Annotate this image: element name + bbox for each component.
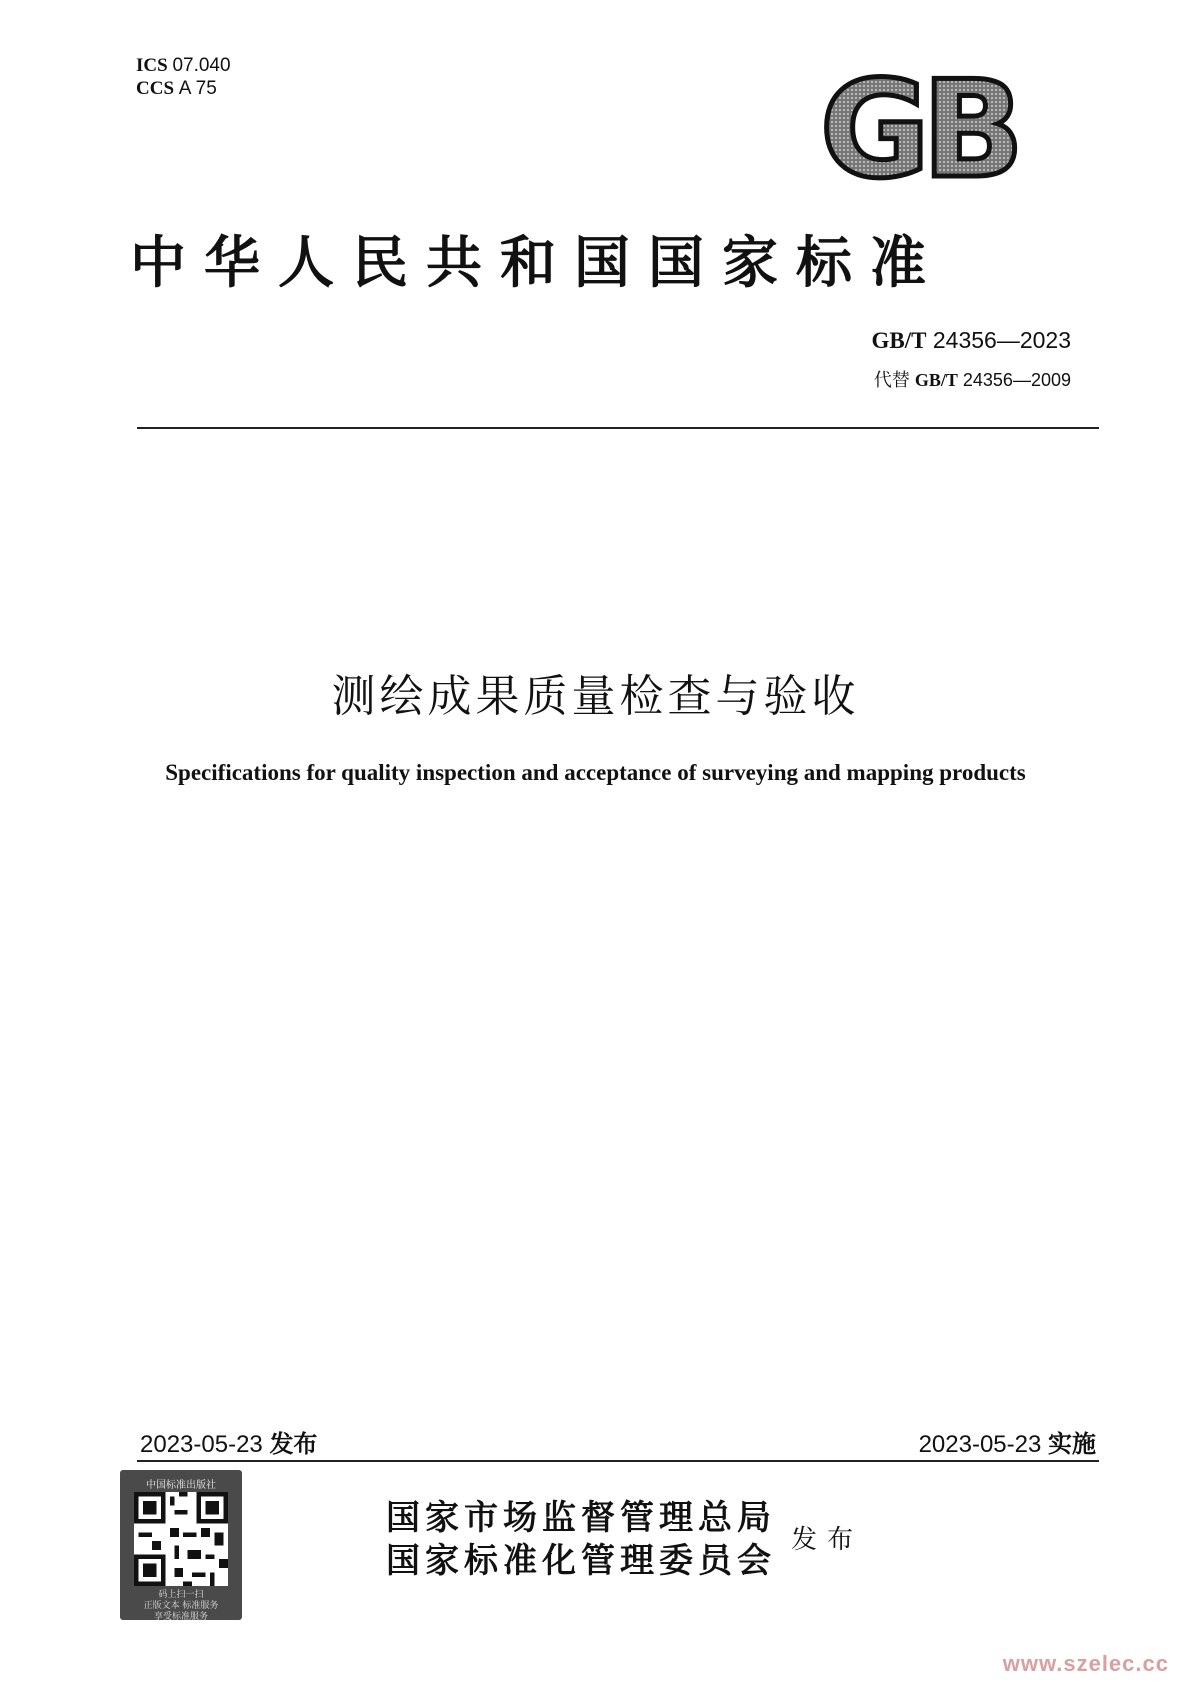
ics-line: ICS 07.040 <box>136 55 231 76</box>
qr-publisher: 中国标准出版社 <box>146 1480 216 1491</box>
standard-number: GB/T 24356—2023 <box>871 327 1071 353</box>
classification-codes <box>136 54 231 100</box>
watermark: www.szelec.cc <box>1002 1651 1169 1676</box>
national-standard-title: 中华人民共和国国家标准 <box>130 230 944 296</box>
gb-logo-graphic <box>802 72 1034 190</box>
implementation-date: 2023-05-23 实施 <box>918 1430 1096 1458</box>
gb-logo <box>802 72 1034 190</box>
issuing-authorities <box>386 1497 776 1583</box>
issuer-sac: 国家标准化管理委员会 <box>386 1541 776 1581</box>
qr-code-icon <box>134 1492 228 1586</box>
header-divider <box>137 427 1099 429</box>
publish-label: 发布 <box>791 1525 864 1555</box>
footer-divider <box>137 1460 1099 1462</box>
qr-code-label <box>120 1470 242 1620</box>
issue-date: 2023-05-23 发布 <box>140 1430 318 1458</box>
qr-caption: 码上扫一扫 正版文本 标准服务 享受标准服务 <box>143 1590 219 1622</box>
document-title-chinese: 测绘成果质量检查与验收 <box>331 671 860 722</box>
gb-logo-text: GB <box>819 72 1017 190</box>
issuer-samr: 国家市场监督管理总局 <box>386 1498 776 1538</box>
ccs-line: CCS A 75 <box>136 78 217 99</box>
replaces-standard: 代替 GB/T 24356—2009 <box>873 370 1071 390</box>
document-title-english: Specifications for quality inspection and acceptance of surveying and mapping products <box>165 760 1026 785</box>
